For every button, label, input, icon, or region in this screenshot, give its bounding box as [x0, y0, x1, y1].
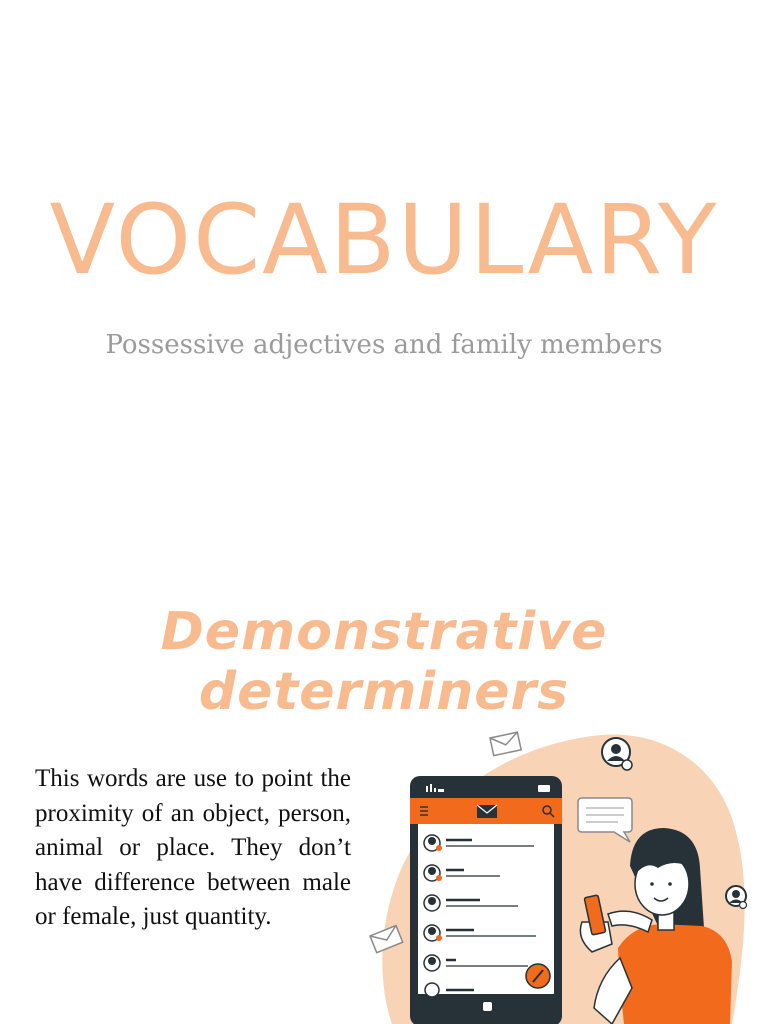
- phone-user-illustration: [362, 726, 762, 1024]
- pencil-icon: [526, 964, 550, 988]
- phone-mockup: [410, 776, 562, 1024]
- body-paragraph: This words are use to point the proximity of an object, person, animal or place. They don’t have difference between male or female, just quantity.: [35, 765, 351, 930]
- section-heading: Demonstrative determiners: [160, 602, 608, 722]
- envelope-icon: [490, 732, 521, 755]
- page-title: VOCABULARY: [49, 184, 719, 296]
- page-subtitle: Possessive adjectives and family members: [105, 330, 663, 360]
- mail-icon: [477, 805, 497, 818]
